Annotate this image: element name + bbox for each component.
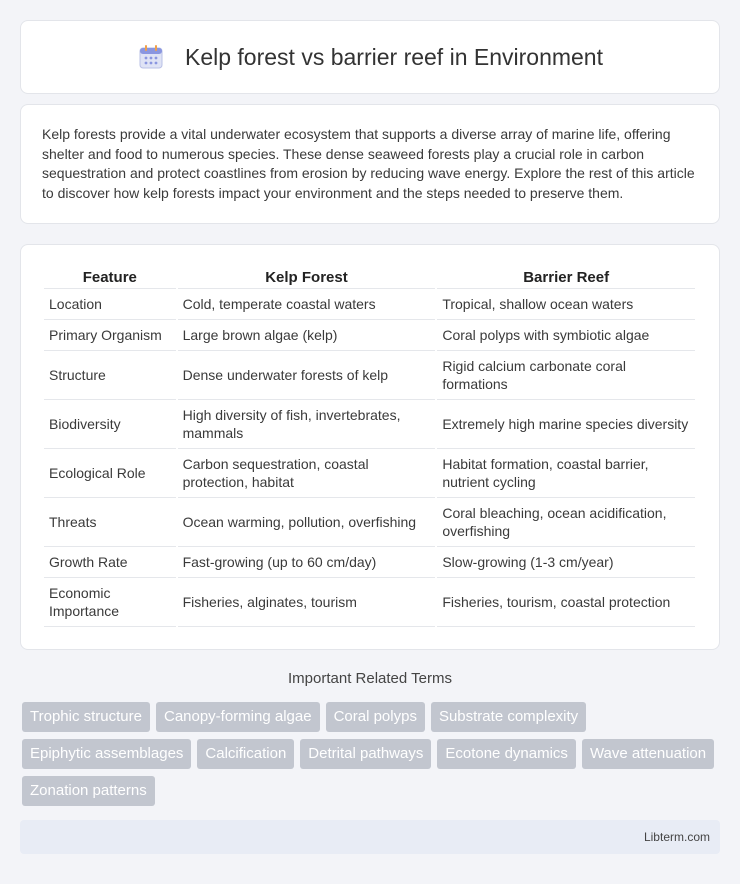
table-row	[44, 498, 695, 547]
table-cell: Habitat formation, coastal barrier, nutrient cycling	[437, 449, 695, 498]
table-cell: Coral bleaching, ocean acidification, overfishing	[437, 498, 695, 547]
column-header-feature: Feature	[44, 263, 176, 289]
related-term-tag[interactable]: Zonation patterns	[22, 776, 155, 806]
related-term-tag[interactable]: Canopy-forming algae	[156, 702, 320, 732]
table-cell: High diversity of fish, invertebrates, mammals	[178, 400, 436, 449]
comparison-table-card	[20, 244, 720, 650]
table-row	[44, 578, 695, 627]
table-cell: Economic Importance	[44, 578, 176, 627]
related-terms-list	[22, 702, 722, 806]
table-cell: Large brown algae (kelp)	[178, 320, 436, 351]
table-cell: Primary Organism	[44, 320, 176, 351]
intro-text: Kelp forests provide a vital underwater ecosystem that supports a diverse array of marine life, offering shelter and food to numerous species. These dense seaweed forests play a crucial role in carbon sequestration and protect coastlines from erosion by reducing wave energy. Explore the rest of this article to discover how kelp forests impact your environment and the steps needed to preserve them.	[42, 126, 695, 201]
page-title: Kelp forest vs barrier reef in Environment	[184, 43, 603, 70]
table-header-row	[44, 263, 695, 289]
header-card	[20, 20, 720, 94]
related-terms-title: Important Related Terms	[288, 670, 452, 687]
table-cell: Ecological Role	[44, 449, 176, 498]
related-term-tag[interactable]: Detrital pathways	[300, 739, 431, 769]
table-row	[44, 351, 695, 400]
related-term-tag[interactable]: Ecotone dynamics	[437, 739, 576, 769]
table-row	[44, 547, 695, 578]
table-cell: Threats	[44, 498, 176, 547]
calendar-icon	[137, 43, 165, 71]
table-cell: Dense underwater forests of kelp	[178, 351, 436, 400]
table-row	[44, 289, 695, 320]
table-cell: Cold, temperate coastal waters	[178, 289, 436, 320]
table-cell: Coral polyps with symbiotic algae	[437, 320, 695, 351]
intro-card	[20, 104, 720, 224]
table-cell: Tropical, shallow ocean waters	[437, 289, 695, 320]
footer-site-link[interactable]: Libterm.com	[643, 830, 710, 844]
related-term-tag[interactable]: Coral polyps	[326, 702, 425, 732]
related-term-tag[interactable]: Trophic structure	[22, 702, 150, 732]
table-cell: Biodiversity	[44, 400, 176, 449]
related-term-tag[interactable]: Substrate complexity	[431, 702, 586, 732]
table-cell: Fast-growing (up to 60 cm/day)	[178, 547, 436, 578]
table-cell: Growth Rate	[44, 547, 176, 578]
column-header-kelp-forest: Kelp Forest	[178, 263, 436, 289]
footer	[20, 820, 720, 854]
table-cell: Ocean warming, pollution, overfishing	[178, 498, 436, 547]
table-row	[44, 320, 695, 351]
table-row	[44, 400, 695, 449]
table-cell: Fisheries, alginates, tourism	[178, 578, 436, 627]
table-cell: Fisheries, tourism, coastal protection	[437, 578, 695, 627]
table-row	[44, 449, 695, 498]
table-cell: Carbon sequestration, coastal protection, habitat	[178, 449, 436, 498]
table-cell: Location	[44, 289, 176, 320]
table-cell: Structure	[44, 351, 176, 400]
table-cell: Extremely high marine species diversity	[437, 400, 695, 449]
column-header-barrier-reef: Barrier Reef	[437, 263, 695, 289]
table-cell: Rigid calcium carbonate coral formations	[437, 351, 695, 400]
comparison-table	[42, 263, 697, 627]
related-term-tag[interactable]: Calcification	[197, 739, 294, 769]
related-term-tag[interactable]: Wave attenuation	[582, 739, 714, 769]
table-cell: Slow-growing (1-3 cm/year)	[437, 547, 695, 578]
related-term-tag[interactable]: Epiphytic assemblages	[22, 739, 191, 769]
